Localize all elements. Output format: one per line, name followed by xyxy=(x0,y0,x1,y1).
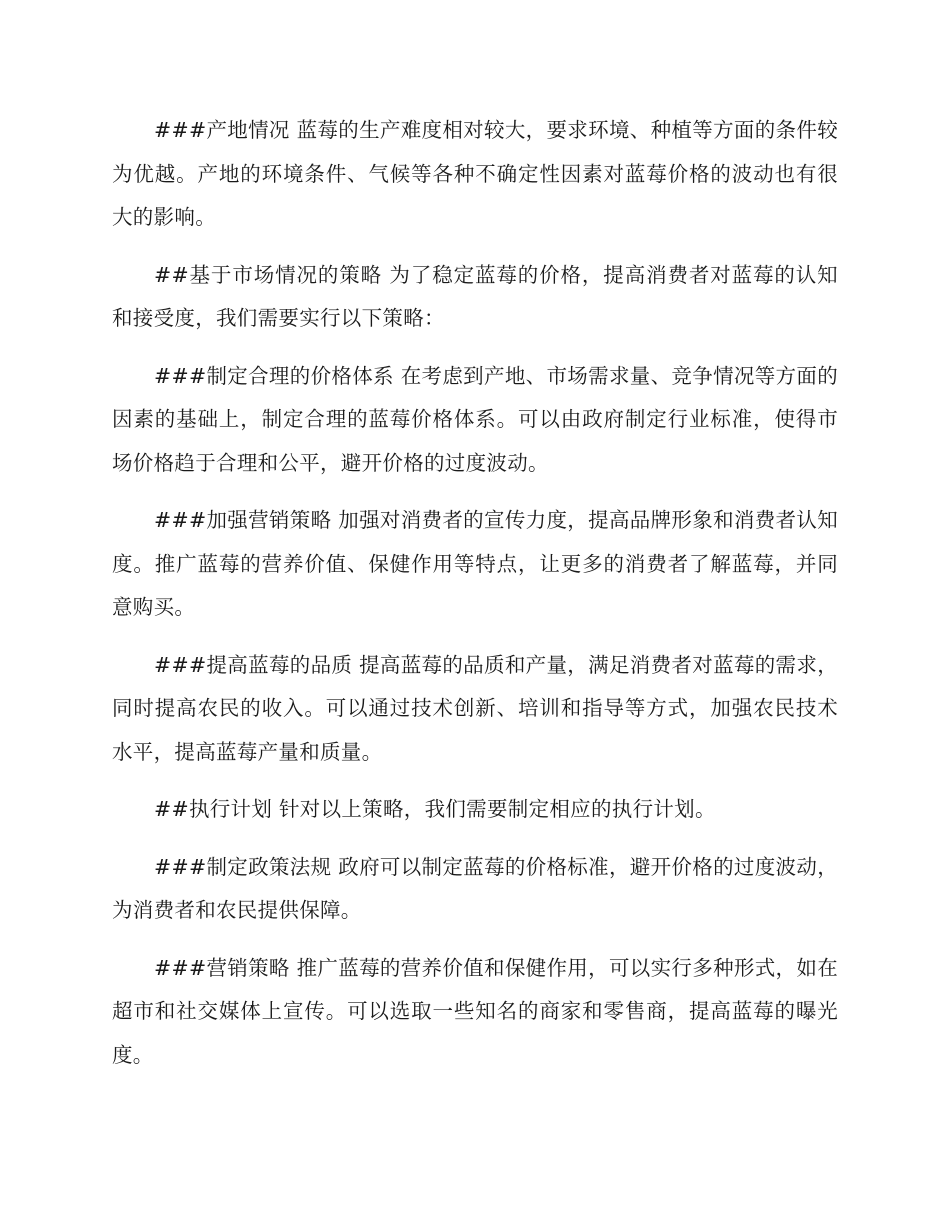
paragraph-policy-regulation: ###制定政策法规 政府可以制定蓝莓的价格标准，避开价格的过度波动，为消费者和农民提供保障。 xyxy=(112,854,838,922)
paragraph-price-system: ###制定合理的价格体系 在考虑到产地、市场需求量、竞争情况等方面的因素的基础上，制定合理的蓝莓价格体系。可以由政府制定行业标准，使得市场价格趋于合理和公平，避开价格的过度波动。 xyxy=(112,363,838,475)
paragraph-market-strategy: ##基于市场情况的策略 为了稳定蓝莓的价格，提高消费者对蓝莓的认知和接受度，我们需要实行以下策略： xyxy=(112,262,838,330)
paragraph-marketing-strengthen: ###加强营销策略 加强对消费者的宣传力度，提高品牌形象和消费者认知度。推广蓝莓的营养价值、保健作用等特点，让更多的消费者了解蓝莓，并同意购买。 xyxy=(112,508,838,619)
paragraph-execution-plan: ##执行计划 针对以上策略，我们需要制定相应的执行计划。 xyxy=(154,797,716,821)
paragraph-quality-improve: ###提高蓝莓的品质 提高蓝莓的品质和产量，满足消费者对蓝莓的需求，同时提高农民的收入。可以通过技术创新、培训和指导等方式，加强农民技术水平，提高蓝莓产量和质量。 xyxy=(112,652,838,764)
paragraph-origin-situation: ###产地情况 蓝莓的生产难度相对较大，要求环境、种植等方面的条件较为优越。产地的环境条件、气候等各种不确定性因素对蓝莓价格的波动也有很大的影响。 xyxy=(112,118,838,229)
paragraph-marketing-strategy: ###营销策略 推广蓝莓的营养价值和保健作用，可以实行多种形式，如在超市和社交媒体上宣传。可以选取一些知名的商家和零售商，提高蓝莓的曝光度。 xyxy=(112,955,838,1067)
